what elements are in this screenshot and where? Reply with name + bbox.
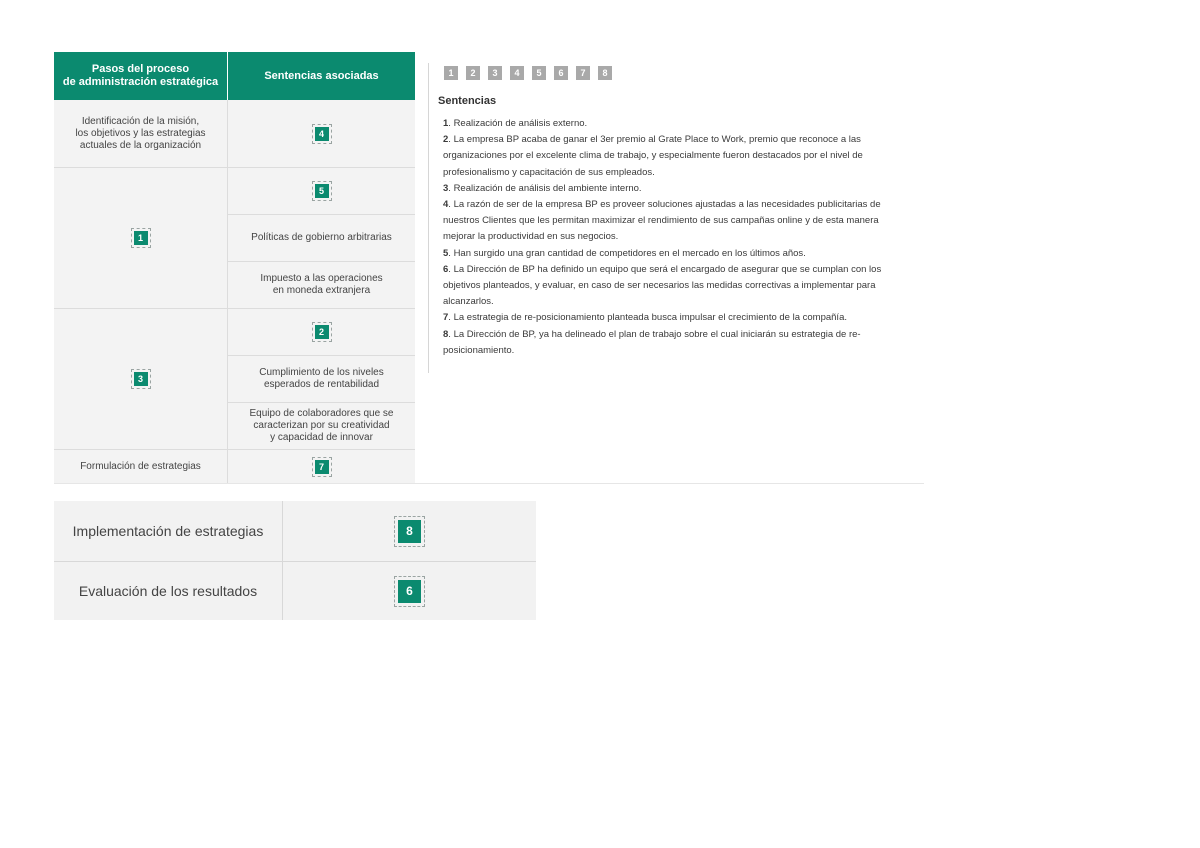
sentence-body: . Realización de análisis externo. bbox=[448, 118, 588, 129]
header-steps: Pasos del proceso de administración estratégica bbox=[54, 52, 228, 100]
drop-slot[interactable] bbox=[283, 562, 536, 620]
sentence-number: 7 bbox=[443, 312, 449, 324]
sentence-body: . La estrategia de re-posicionamiento planteada busca impulsar el crecimiento de la compañía. bbox=[448, 312, 847, 324]
drop-slot[interactable] bbox=[283, 501, 536, 561]
number-chip[interactable]: 5 bbox=[532, 66, 546, 80]
sentence-item bbox=[443, 262, 909, 311]
sentence-number: 3 bbox=[443, 182, 449, 194]
sentence-body: . Realización de análisis del ambiente interno. bbox=[448, 182, 642, 194]
sentence-item bbox=[443, 132, 909, 181]
drop-slot[interactable] bbox=[228, 168, 415, 215]
step-cell[interactable] bbox=[54, 309, 228, 449]
drop-slot[interactable] bbox=[228, 450, 415, 484]
number-chip[interactable]: 6 bbox=[554, 66, 568, 80]
sentence-cell bbox=[228, 309, 415, 449]
sentence-body: . La empresa BP acaba de ganar el 3er premio al Grate Place to Work, premio que reconoce a las organizaciones por el excelente clima de trabajo, y especialmente fueron destacados por el nivel de profesionalismo y capacitación de sus empleados. bbox=[443, 134, 863, 178]
sentence-item bbox=[443, 310, 909, 326]
sentence-text: Equipo de colaboradores que se caracterizan por su creatividad y capacidad de innovar bbox=[249, 408, 394, 443]
sentence-item bbox=[443, 181, 909, 197]
step-badge[interactable]: 1 bbox=[134, 231, 148, 245]
process-table bbox=[54, 52, 415, 484]
number-chip[interactable]: 7 bbox=[576, 66, 590, 80]
sentence-badge[interactable]: 5 bbox=[315, 184, 329, 198]
zoomed-table bbox=[54, 501, 536, 620]
sentence-cell bbox=[228, 450, 415, 484]
section-divider bbox=[54, 483, 924, 484]
drop-slot[interactable] bbox=[228, 309, 415, 356]
number-chip[interactable]: 4 bbox=[510, 66, 524, 80]
number-chip[interactable]: 1 bbox=[444, 66, 458, 80]
sentence-cell bbox=[228, 168, 415, 308]
number-chip[interactable]: 3 bbox=[488, 66, 502, 80]
sentence-badge[interactable]: 4 bbox=[315, 127, 329, 141]
sentence-number: 8 bbox=[443, 328, 449, 340]
drop-slot[interactable] bbox=[228, 100, 415, 167]
sentence-number-bar bbox=[444, 66, 612, 80]
sentence-badge[interactable]: 6 bbox=[398, 580, 421, 603]
sentence-body: . La razón de ser de la empresa BP es proveer soluciones ajustadas a las necesidades publicitarias de nuestros Clientes que les permitan maximizar el rendimiento de sus campañas online y de esta manera mejorar la productividad en sus negocios. bbox=[443, 199, 881, 243]
step-cell: Identificación de la misión, los objetivos y las estrategias actuales de la organización bbox=[54, 100, 228, 167]
step-cell[interactable] bbox=[54, 168, 228, 308]
sentence-badge[interactable]: 2 bbox=[315, 325, 329, 339]
table-row bbox=[54, 168, 415, 309]
sentence-item bbox=[443, 116, 909, 132]
sentences-list bbox=[443, 116, 909, 359]
sentence-body: . La Dirección de BP ha definido un equipo que será el encargado de asegurar que se cumplan con los objetivos planteados, y evaluar, en caso de ser necesarios las medidas correctivas a implementar para alcanzarlos. bbox=[443, 263, 882, 308]
step-cell: Evaluación de los resultados bbox=[54, 562, 283, 620]
table-row bbox=[54, 450, 415, 484]
sentences-title: Sentencias bbox=[438, 95, 497, 107]
sentence-badge[interactable]: 8 bbox=[398, 520, 421, 543]
sentence-text: Impuesto a las operaciones en moneda extranjera bbox=[260, 273, 383, 296]
table-row bbox=[54, 562, 536, 620]
sentence-number: 5 bbox=[443, 247, 449, 259]
sentence-badge[interactable]: 7 bbox=[315, 460, 329, 474]
table-header bbox=[54, 52, 415, 100]
sentence-number: 2 bbox=[443, 134, 449, 146]
panel-divider bbox=[428, 63, 429, 373]
sentence-item bbox=[443, 327, 909, 359]
sentence-text: Políticas de gobierno arbitrarias bbox=[228, 215, 415, 262]
sentence-item bbox=[443, 246, 909, 262]
table-row bbox=[54, 501, 536, 562]
table-row bbox=[54, 309, 415, 450]
sentence-body: . La Dirección de BP, ya ha delineado el plan de trabajo sobre el cual iniciarán su estrategia de re-posicionamiento. bbox=[443, 328, 861, 356]
number-chip[interactable]: 2 bbox=[466, 66, 480, 80]
sentence-number: 6 bbox=[443, 263, 449, 275]
sentence-body: . Han surgido una gran cantidad de competidores en el mercado en los últimos años. bbox=[448, 247, 806, 259]
sentence-item bbox=[443, 197, 909, 246]
table-row bbox=[54, 100, 415, 168]
number-chip[interactable]: 8 bbox=[598, 66, 612, 80]
step-cell: Implementación de estrategias bbox=[54, 501, 283, 561]
sentence-number: 1 bbox=[443, 118, 449, 129]
header-sentences: Sentencias asociadas bbox=[264, 69, 379, 82]
sentence-cell bbox=[228, 100, 415, 167]
sentence-text: Cumplimiento de los niveles esperados de rentabilidad bbox=[228, 356, 415, 403]
sentence-number: 4 bbox=[443, 199, 449, 211]
step-badge[interactable]: 3 bbox=[134, 372, 148, 386]
step-cell: Formulación de estrategias bbox=[54, 450, 228, 484]
